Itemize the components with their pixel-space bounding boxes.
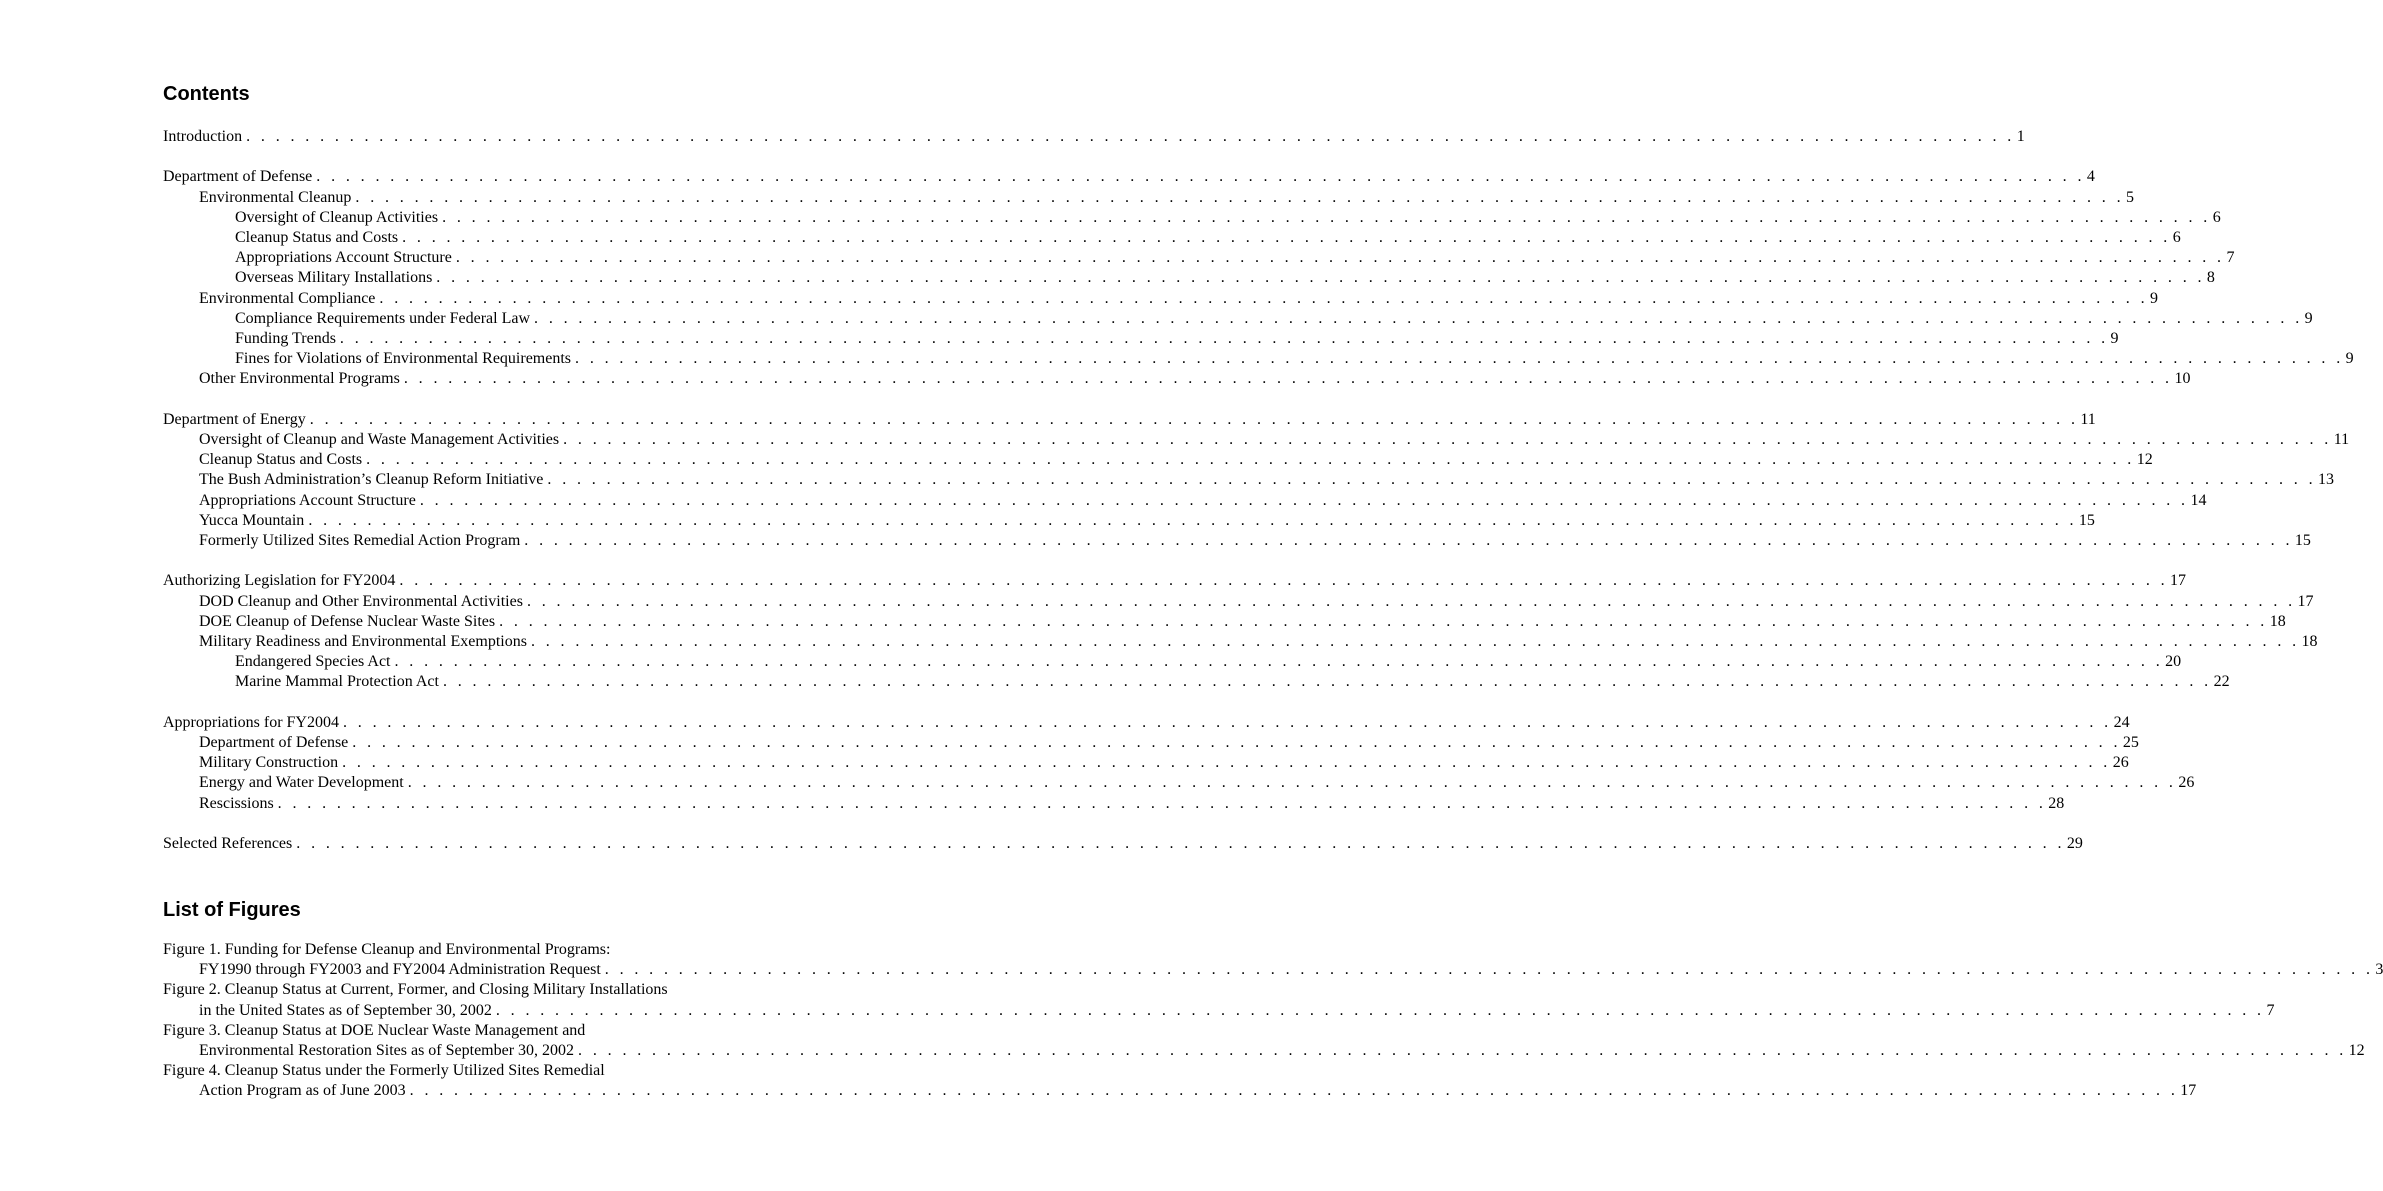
toc-page-number: 17 (2297, 592, 2314, 610)
dot-leader: . . . . . . . . . . . . . . . . . . . . . . . . . . . . . . . . . . . . . . . . . . . . . . . . . . . . . . . . . . . . . . . . . . . . . . . . . . . . . . . . . . . . . . . . . . . . . . . . . . . . . . . . . . . . . . . . . . . . . . . . (436, 269, 2205, 287)
contents-list (163, 127, 2354, 854)
toc-page-number: 26 (2178, 774, 2195, 792)
figure-entry-title: Figure 2. Cleanup Status at Current, Former, and Closing Military Installations (163, 981, 668, 999)
toc-entry[interactable] (163, 410, 2096, 430)
dot-leader: . . . . . . . . . . . . . . . . . . . . . . . . . . . . . . . . . . . . . . . . . . . . . . . . . . . . . . . . . . . . . . . . . . . . . . . . . . . . . . . . . . . . . . . . . . . . . . . . . . . . . . . . . . . . . . . . . . . . . . . . (352, 734, 2121, 752)
toc-entry[interactable] (163, 369, 2191, 389)
dot-leader: . . . . . . . . . . . . . . . . . . . . . . . . . . . . . . . . . . . . . . . . . . . . . . . . . . . . . . . . . . . . . . . . . . . . . . . . . . . . . . . . . . . . . . . . . . . . . . . . . . . . . . . . . . . . . . . . . . . . . . . . (526, 592, 2296, 610)
toc-page-number: 29 (2066, 835, 2083, 853)
toc-page-number: 25 (2122, 734, 2139, 752)
toc-page-number: 28 (2048, 794, 2065, 812)
toc-page-number: 15 (2294, 532, 2311, 550)
toc-entry-title: Oversight of Cleanup and Waste Management Activities (199, 431, 560, 449)
dot-leader: . . . . . . . . . . . . . . . . . . . . . . . . . . . . . . . . . . . . . . . . . . . . . . . . . . . . . . . . . . . . . . . . . . . . . . . . . . . . . . . . . . . . . . . . . . . . . . . . . . . . . . . . . . . . . . . . . . . . . . . . (308, 511, 2077, 529)
dot-leader: . . . . . . . . . . . . . . . . . . . . . . . . . . . . . . . . . . . . . . . . . . . . . . . . . . . . . . . . . . . . . . . . . . . . . . . . . . . . . . . . . . . . . . . . . . . . . . . . . . . . . . . . . . . . . . . . . . . . . . . . (379, 289, 2149, 307)
toc-page-number: 8 (2206, 269, 2215, 287)
dot-leader: . . . . . . . . . . . . . . . . . . . . . . . . . . . . . . . . . . . . . . . . . . . . . . . . . . . . . . . . . . . . . . . . . . . . . . . . . . . . . . . . . . . . . . . . . . . . . . . . . . . . . . . . . . . . . . . . . . . . . . . . (296, 835, 2065, 853)
toc-entry-title: Environmental Cleanup (199, 188, 352, 206)
toc-page-number: 22 (2213, 673, 2230, 691)
toc-entry-title: Marine Mammal Protection Act (235, 673, 439, 691)
toc-entry-title: Military Readiness and Environmental Exemptions (199, 633, 527, 651)
toc-entry-title: The Bush Administration’s Cleanup Reform Initiative (199, 471, 544, 489)
toc-entry-title: DOE Cleanup of Defense Nuclear Waste Sites (199, 612, 496, 630)
dot-leader: . . . . . . . . . . . . . . . . . . . . . . . . . . . . . . . . . . . . . . . . . . . . . . . . . . . . . . . . . . . . . . . . . . . . . . . . . . . . . . . . . . . . . . . . . . . . . . . . . . . . . . . . . . . . . . . . . . . . . . . . (316, 168, 2085, 186)
figure-entry[interactable] (163, 940, 2383, 980)
toc-entry-title: Compliance Requirements under Federal Law (235, 309, 531, 327)
toc-entry[interactable] (163, 268, 2215, 288)
dot-leader: . . . . . . . . . . . . . . . . . . . . . . . . . . . . . . . . . . . . . . . . . . . . . . . . . . . . . . . . . . . . . . . . . . . . . . . . . . . . . . . . . . . . . . . . . . . . . . . . . . . . . . . . . . . . . . . . . . . . . . . . (419, 491, 2189, 509)
dot-leader: . . . . . . . . . . . . . . . . . . . . . . . . . . . . . . . . . . . . . . . . . . . . . . . . . . . . . . . . . . . . . . . . . . . . . . . . . . . . . . . . . . . . . . . . . . . . . . . . . . . . . . . . . . . . . . . . . . . . . . . . (534, 309, 2303, 327)
toc-entry-title: Fines for Violations of Environmental Requirements (235, 350, 572, 368)
toc-page-number: 4 (2086, 168, 2095, 186)
toc-page-number: 12 (2136, 451, 2153, 469)
toc-entry[interactable] (163, 127, 2025, 147)
toc-page-number: 18 (2269, 612, 2286, 630)
toc-entry[interactable] (163, 167, 2095, 187)
toc-entry-title: Appropriations for FY2004 (163, 713, 339, 731)
toc-entry-title: Introduction (163, 128, 243, 145)
toc-entry[interactable] (163, 248, 2235, 268)
figures-list (163, 940, 2383, 1102)
toc-entry-title: Authorizing Legislation for FY2004 (163, 572, 396, 590)
toc-entry-title: Department of Defense (163, 168, 313, 186)
toc-entry[interactable] (163, 491, 2207, 511)
toc-entry-title: Funding Trends (235, 330, 336, 348)
figure-page-number: 17 (2180, 1082, 2197, 1100)
toc-page-number: 9 (2110, 330, 2119, 348)
toc-page-number: 24 (2113, 713, 2130, 731)
toc-entry[interactable] (163, 834, 2083, 854)
figure-page-number: 7 (2266, 1001, 2275, 1019)
dot-leader: . . . . . . . . . . . . . . . . . . . . . . . . . . . . . . . . . . . . . . . . . . . . . . . . . . . . . . . . . . . . . . . . . . . . . . . . . . . . . . . . . . . . . . . . . . . . . . . . . . . . . . . . . . . . . . . . . . . . . . . . (339, 330, 2109, 348)
dot-leader: . . . . . . . . . . . . . . . . . . . . . . . . . . . . . . . . . . . . . . . . . . . . . . . . . . . . . . . . . . . . . . . . . . . . . . . . . . . . . . . . . . . . . . . . . . . . . . . . . . . . . . . . . . . . . . . . . . . . . . . . (394, 653, 2164, 671)
dot-leader: . . . . . . . . . . . . . . . . . . . . . . . . . . . . . . . . . . . . . . . . . . . . . . . . . . . . . . . . . . . . . . . . . . . . . . . . . . . . . . . . . . . . . . . . . . . . . . . . . . . . . . . . . . . . . . . . . . . . . . . . (355, 188, 2125, 206)
dot-leader: . . . . . . . . . . . . . . . . . . . . . . . . . . . . . . . . . . . . . . . . . . . . . . . . . . . . . . . . . . . . . . . . . . . . . . . . . . . . . . . . . . . . . . . . . . . . . . . . . . . . . . . . . . . . . . . . . . . . . . . . (309, 410, 2079, 428)
toc-entry-title: Oversight of Cleanup Activities (235, 208, 439, 226)
toc-entry-title: DOD Cleanup and Other Environmental Activities (199, 592, 523, 610)
toc-entry-title: Overseas Military Installations (235, 269, 433, 287)
dot-leader: . . . . . . . . . . . . . . . . . . . . . . . . . . . . . . . . . . . . . . . . . . . . . . . . . . . . . . . . . . . . . . . . . . . . . . . . . . . . . . . . . . . . . . . . . . . . . . . . . . . . . . . . . . . . . . . . . . . . . . . . (399, 572, 2169, 590)
toc-page-number: 26 (2112, 754, 2129, 772)
figure-page-number: 12 (2348, 1042, 2365, 1060)
dot-leader: . . . . . . . . . . . . . . . . . . . . . . . . . . . . . . . . . . . . . . . . . . . . . . . . . . . . . . . . . . . . . . . . . . . . . . . . . . . . . . . . . . . . . . . . . . . . . . . . . . . . . . . . . . . . . . . . . . . . . . . . (366, 451, 2135, 469)
dot-leader: . . . . . . . . . . . . . . . . . . . . . . . . . . . . . . . . . . . . . . . . . . . . . . . . . . . . . . . . . . . . . . . . . . . . . . . . . . . . . . . . . . . . . . . . . . . . . . . . . . . . . . . . . . . . . . . . . . . . . . . . (407, 774, 2177, 792)
toc-entry[interactable] (163, 289, 2159, 309)
figure-page-number: 3 (2375, 961, 2383, 979)
dot-leader: . . . . . . . . . . . . . . . . . . . . . . . . . . . . . . . . . . . . . . . . . . . . . . . . . . . . . . . . . . . . . . . . . . . . . . . . . . . . . . . . . . . . . . . . . . . . . . . . . . . . . . . . . . . . . . . . . . . . . . . . (495, 1001, 2265, 1019)
toc-entry-title: Selected References (163, 835, 293, 853)
dot-leader: . . . . . . . . . . . . . . . . . . . . . . . . . . . . . . . . . . . . . . . . . . . . . . . . . . . . . . . . . . . . . . . . . . . . . . . . . . . . . . . . . . . . . . . . . . . . . . . . . . . . . . . . . . . . . . . . . . . . . . . . (277, 794, 2047, 812)
toc-entry[interactable] (163, 349, 2354, 369)
toc-entry-title: Energy and Water Development (199, 774, 404, 792)
toc-page-number: 7 (2226, 249, 2235, 267)
dot-leader: . . . . . . . . . . . . . . . . . . . . . . . . . . . . . . . . . . . . . . . . . . . . . . . . . . . . . . . . . . . . . . . . . . . . . . . . . . . . . . . . . . . . . . . . . . . . . . . . . . . . . . . . . . . . . . . . . . . . . . . . (246, 128, 2015, 145)
dot-leader: . . . . . . . . . . . . . . . . . . . . . . . . . . . . . . . . . . . . . . . . . . . . . . . . . . . . . . . . . . . . . . . . . . . . . . . . . . . . . . . . . . . . . . . . . . . . . . . . . . . . . . . . . . . . . . . . . . . . . . . . (342, 754, 2111, 772)
toc-entry-title: Military Construction (199, 754, 339, 772)
dot-leader: . . . . . . . . . . . . . . . . . . . . . . . . . . . . . . . . . . . . . . . . . . . . . . . . . . . . . . . . . . . . . . . . . . . . . . . . . . . . . . . . . . . . . . . . . . . . . . . . . . . . . . . . . . . . . . . . . . . . . . . . (403, 370, 2173, 388)
toc-entry-title: Endangered Species Act (235, 653, 391, 671)
toc-entry-title: Other Environmental Programs (199, 370, 400, 388)
toc-entry[interactable] (163, 571, 2187, 591)
dot-leader: . . . . . . . . . . . . . . . . . . . . . . . . . . . . . . . . . . . . . . . . . . . . . . . . . . . . . . . . . . . . . . . . . . . . . . . . . . . . . . . . . . . . . . . . . . . . . . . . . . . . . . . . . . . . . . . . . . . . . . . . (342, 713, 2112, 731)
figure-entry-title: Figure 1. Funding for Defense Cleanup and Environmental Programs: (163, 941, 611, 958)
toc-page-number: 13 (2318, 471, 2335, 489)
toc-page-number: 17 (2170, 572, 2187, 590)
toc-entry[interactable] (163, 733, 2139, 753)
toc-page-number: 14 (2190, 491, 2207, 509)
figure-entry[interactable] (163, 1061, 2197, 1101)
contents-heading: Contents (163, 83, 250, 105)
toc-entry[interactable] (163, 430, 2350, 450)
toc-entry[interactable] (163, 672, 2230, 692)
toc-page-number: 15 (2078, 511, 2095, 529)
toc-page-number: 5 (2126, 188, 2135, 206)
toc-page-number: 9 (2304, 309, 2313, 327)
toc-page-number: 11 (2080, 410, 2096, 428)
figure-entry-title-continued: in the United States as of September 30, 2002 (199, 1001, 492, 1019)
dot-leader: . . . . . . . . . . . . . . . . . . . . . . . . . . . . . . . . . . . . . . . . . . . . . . . . . . . . . . . . . . . . . . . . . . . . . . . . . . . . . . . . . . . . . . . . . . . . . . . . . . . . . . . . . . . . . . . . . . . . . . . . (575, 350, 2344, 368)
toc-entry[interactable] (163, 794, 2065, 814)
toc-entry[interactable] (163, 450, 2153, 470)
toc-entry[interactable] (163, 632, 2318, 652)
toc-entry-title: Appropriations Account Structure (199, 491, 416, 509)
toc-page-number: 6 (2172, 229, 2181, 246)
dot-leader: . . . . . . . . . . . . . . . . . . . . . . . . . . . . . . . . . . . . . . . . . . . . . . . . . . . . . . . . . . . . . . . . . . . . . . . . . . . . . . . . . . . . . . . . . . . . . . . . . . . . . . . . . . . . . . . . . . . . . . . . (578, 1042, 2347, 1060)
toc-entry[interactable] (163, 470, 2335, 490)
toc-entry[interactable] (163, 753, 2129, 773)
toc-page-number: 9 (2150, 289, 2159, 307)
figure-entry-title-continued: FY1990 through FY2003 and FY2004 Administration Request (199, 961, 601, 979)
toc-entry[interactable] (163, 329, 2119, 349)
toc-entry-title: Rescissions (199, 794, 274, 812)
toc-page-number: 10 (2174, 370, 2191, 388)
toc-page-number: 18 (2301, 633, 2318, 651)
dot-leader: . . . . . . . . . . . . . . . . . . . . . . . . . . . . . . . . . . . . . . . . . . . . . . . . . . . . . . . . . . . . . . . . . . . . . . . . . . . . . . . . . . . . . . . . . . . . . . . . . . . . . . . . . . . . . . . . . . . . . . . . (530, 633, 2300, 651)
toc-page-number: 20 (2165, 653, 2182, 671)
toc-entry[interactable] (163, 773, 2195, 793)
toc-entry-title: Appropriations Account Structure (235, 249, 452, 267)
toc-entry-title: Cleanup Status and Costs (199, 451, 363, 469)
dot-leader: . . . . . . . . . . . . . . . . . . . . . . . . . . . . . . . . . . . . . . . . . . . . . . . . . . . . . . . . . . . . . . . . . . . . . . . . . . . . . . . . . . . . . . . . . . . . . . . . . . . . . . . . . . . . . . . . . . . . . . . . (604, 961, 2374, 979)
toc-page-number: 11 (2333, 431, 2350, 449)
toc-page-number: 9 (2345, 350, 2354, 368)
figure-entry[interactable] (163, 1021, 2365, 1061)
toc-entry-title: Yucca Mountain (199, 511, 305, 529)
toc-entry-title: Environmental Compliance (199, 289, 376, 307)
toc-entry[interactable] (163, 228, 2181, 248)
toc-entry[interactable] (163, 652, 2182, 672)
toc-entry[interactable] (163, 309, 2313, 329)
toc-entry-title: Department of Energy (163, 410, 306, 428)
toc-entry-title: Department of Defense (199, 734, 349, 752)
toc-entry[interactable] (163, 511, 2095, 531)
dot-leader: . . . . . . . . . . . . . . . . . . . . . . . . . . . . . . . . . . . . . . . . . . . . . . . . . . . . . . . . . . . . . . . . . . . . . . . . . . . . . . . . . . . . . . . . . . . . . . . . . . . . . . . . . . . . . . . . . . . . . . . . (442, 673, 2212, 691)
list-of-figures-heading: List of Figures (163, 899, 301, 921)
toc-entry-title: Formerly Utilized Sites Remedial Action Program (199, 532, 521, 550)
dot-leader: . . . . . . . . . . . . . . . . . . . . . . . . . . . . . . . . . . . . . . . . . . . . . . . . . . . . . . . . . . . . . . . . . . . . . . . . . . . . . . . . . . . . . . . . . . . . . . . . . . . . . . . . . . . . . . . . . . . . . . . . (563, 431, 2332, 449)
figure-entry-title: Figure 4. Cleanup Status under the Formerly Utilized Sites Remedial (163, 1062, 605, 1080)
figure-entry[interactable] (163, 980, 2275, 1020)
figure-entry-title-continued: Action Program as of June 2003 (199, 1082, 406, 1100)
dot-leader: . . . . . . . . . . . . . . . . . . . . . . . . . . . . . . . . . . . . . . . . . . . . . . . . . . . . . . . . . . . . . . . . . . . . . . . . . . . . . . . . . . . . . . . . . . . . . . . . . . . . . . . . . . . . . . . . . . . . . . . . (455, 249, 2225, 267)
toc-page-number: 1 (2016, 128, 2025, 145)
toc-entry[interactable] (163, 713, 2130, 733)
dot-leader: . . . . . . . . . . . . . . . . . . . . . . . . . . . . . . . . . . . . . . . . . . . . . . . . . . . . . . . . . . . . . . . . . . . . . . . . . . . . . . . . . . . . . . . . . . . . . . . . . . . . . . . . . . . . . . . . . . . . . . . . (442, 208, 2211, 226)
dot-leader: . . . . . . . . . . . . . . . . . . . . . . . . . . . . . . . . . . . . . . . . . . . . . . . . . . . . . . . . . . . . . . . . . . . . . . . . . . . . . . . . . . . . . . . . . . . . . . . . . . . . . . . . . . . . . . . . . . . . . . . . (547, 471, 2317, 489)
toc-entry[interactable] (163, 188, 2135, 208)
dot-leader: . . . . . . . . . . . . . . . . . . . . . . . . . . . . . . . . . . . . . . . . . . . . . . . . . . . . . . . . . . . . . . . . . . . . . . . . . . . . . . . . . . . . . . . . . . . . . . . . . . . . . . . . . . . . . . . . . . . . . . . . (402, 229, 2171, 246)
dot-leader: . . . . . . . . . . . . . . . . . . . . . . . . . . . . . . . . . . . . . . . . . . . . . . . . . . . . . . . . . . . . . . . . . . . . . . . . . . . . . . . . . . . . . . . . . . . . . . . . . . . . . . . . . . . . . . . . . . . . . . . . (499, 612, 2268, 630)
figure-entry-title: Figure 3. Cleanup Status at DOE Nuclear Waste Management and (163, 1021, 586, 1039)
toc-entry-title: Cleanup Status and Costs (235, 229, 399, 246)
toc-entry[interactable] (163, 612, 2286, 632)
toc-entry[interactable] (163, 531, 2311, 551)
dot-leader: . . . . . . . . . . . . . . . . . . . . . . . . . . . . . . . . . . . . . . . . . . . . . . . . . . . . . . . . . . . . . . . . . . . . . . . . . . . . . . . . . . . . . . . . . . . . . . . . . . . . . . . . . . . . . . . . . . . . . . . . (524, 532, 2293, 550)
figure-entry-title-continued: Environmental Restoration Sites as of September 30, 2002 (199, 1042, 575, 1060)
dot-leader: . . . . . . . . . . . . . . . . . . . . . . . . . . . . . . . . . . . . . . . . . . . . . . . . . . . . . . . . . . . . . . . . . . . . . . . . . . . . . . . . . . . . . . . . . . . . . . . . . . . . . . . . . . . . . . . . . . . . . . . . (409, 1082, 2179, 1100)
toc-entry[interactable] (163, 208, 2221, 228)
toc-page-number: 6 (2212, 208, 2221, 226)
toc-entry[interactable] (163, 592, 2314, 612)
